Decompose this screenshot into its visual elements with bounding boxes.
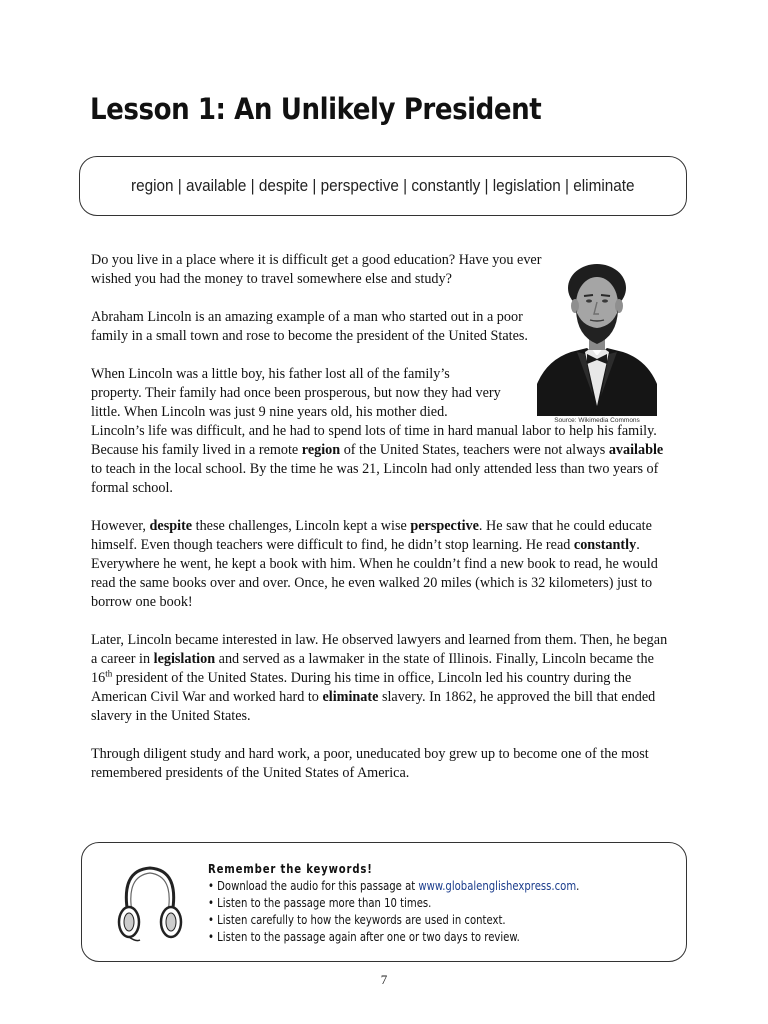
tip-listen-10-times: • Listen to the passage more than 10 times.: [208, 895, 579, 912]
tip-review: • Listen to the passage again after one or two days to review.: [208, 929, 579, 946]
paragraph-4: However, despite these challenges, Lincoln kept a wise perspective. He saw that he could educate himself. Even though teachers were difficult to find, he didn’t stop learning. He read constantly. Everywhere he went, he kept a book with him. When he couldn’t find a new book to read, he would read the same books over and over. Once, he even walked 20 miles (which is 32 kilometers) just to borrow one book!: [91, 518, 658, 610]
keyword-eliminate: eliminate: [322, 689, 379, 705]
page-title: Lesson 1: An Unlikely President: [90, 92, 542, 126]
headphones-icon: [114, 862, 186, 944]
keyword-despite: despite: [149, 518, 193, 534]
tip-download-audio: • Download the audio for this passage at www.globalenglishexpress.com.: [208, 878, 579, 895]
image-caption: Source: Wikimedia Commons: [554, 417, 640, 424]
keyword-legislation: legislation: [153, 651, 216, 667]
keyword-list: region | available | despite | perspective | constantly | legislation | eliminate: [131, 176, 635, 195]
keyword-perspective: perspective: [410, 518, 479, 534]
tip-listen-context: • Listen carefully to how the keywords are used in context.: [208, 912, 579, 929]
paragraph-5: Later, Lincoln became interested in law. He observed lawyers and learned from them. Then, he began a career in legislation and served as a lawmaker in the state of Illinois. Finally, Lincoln became the 16th president of the United States. During his time in office, Lincoln led his country during the American Civil War and worked hard to eliminate slavery. In 1862, he approved the bill that ended slavery in the United States.: [91, 632, 668, 724]
paragraph-1: Do you live in a place where it is difficult get a good education? Have you ever wished you had the money to travel somewhere else and study?: [91, 252, 542, 287]
paragraph-2: Abraham Lincoln is an amazing example of a man who started out in a poor family in a small town and rose to become the president of the United States.: [91, 309, 528, 344]
keyword-constantly: constantly: [573, 537, 637, 553]
paragraph-3-intro: When Lincoln was a little boy, his father lost all of the family’s property. Their family had once been prosperous, but now they had very little. When Lincoln was just 9 nine years old, his mother died.: [91, 366, 501, 420]
remember-keywords-box: [81, 842, 687, 962]
keyword-region: region: [301, 442, 341, 458]
website-link[interactable]: www.globalenglishexpress.com: [418, 879, 577, 893]
keyword-available: available: [608, 442, 664, 458]
paragraph-6: Through diligent study and hard work, a poor, uneducated boy grew up to become one of the most remembered presidents of the United States of America.: [91, 746, 649, 781]
article-body: [91, 251, 671, 802]
remember-title: Remember the keywords!: [208, 862, 373, 876]
remember-keywords-list: [208, 861, 579, 946]
ordinal-suffix: th: [105, 668, 113, 679]
page-number: 7: [380, 972, 388, 987]
keyword-box: [79, 156, 687, 216]
paragraph-3: When Lincoln was a little boy, his father lost all of the family’s property. Their family had once been prosperous, but now they had very little. When Lincoln was just 9 nine years old, his mother died. Lincoln’s life was difficult, and he had to spend lots of time in hard manual labor to help his family. Because his family lived in a remote region of the United States, teachers were not always available to teach in the local school. By the time he was 21, Lincoln had only attended less than two years of formal school.: [91, 366, 664, 496]
